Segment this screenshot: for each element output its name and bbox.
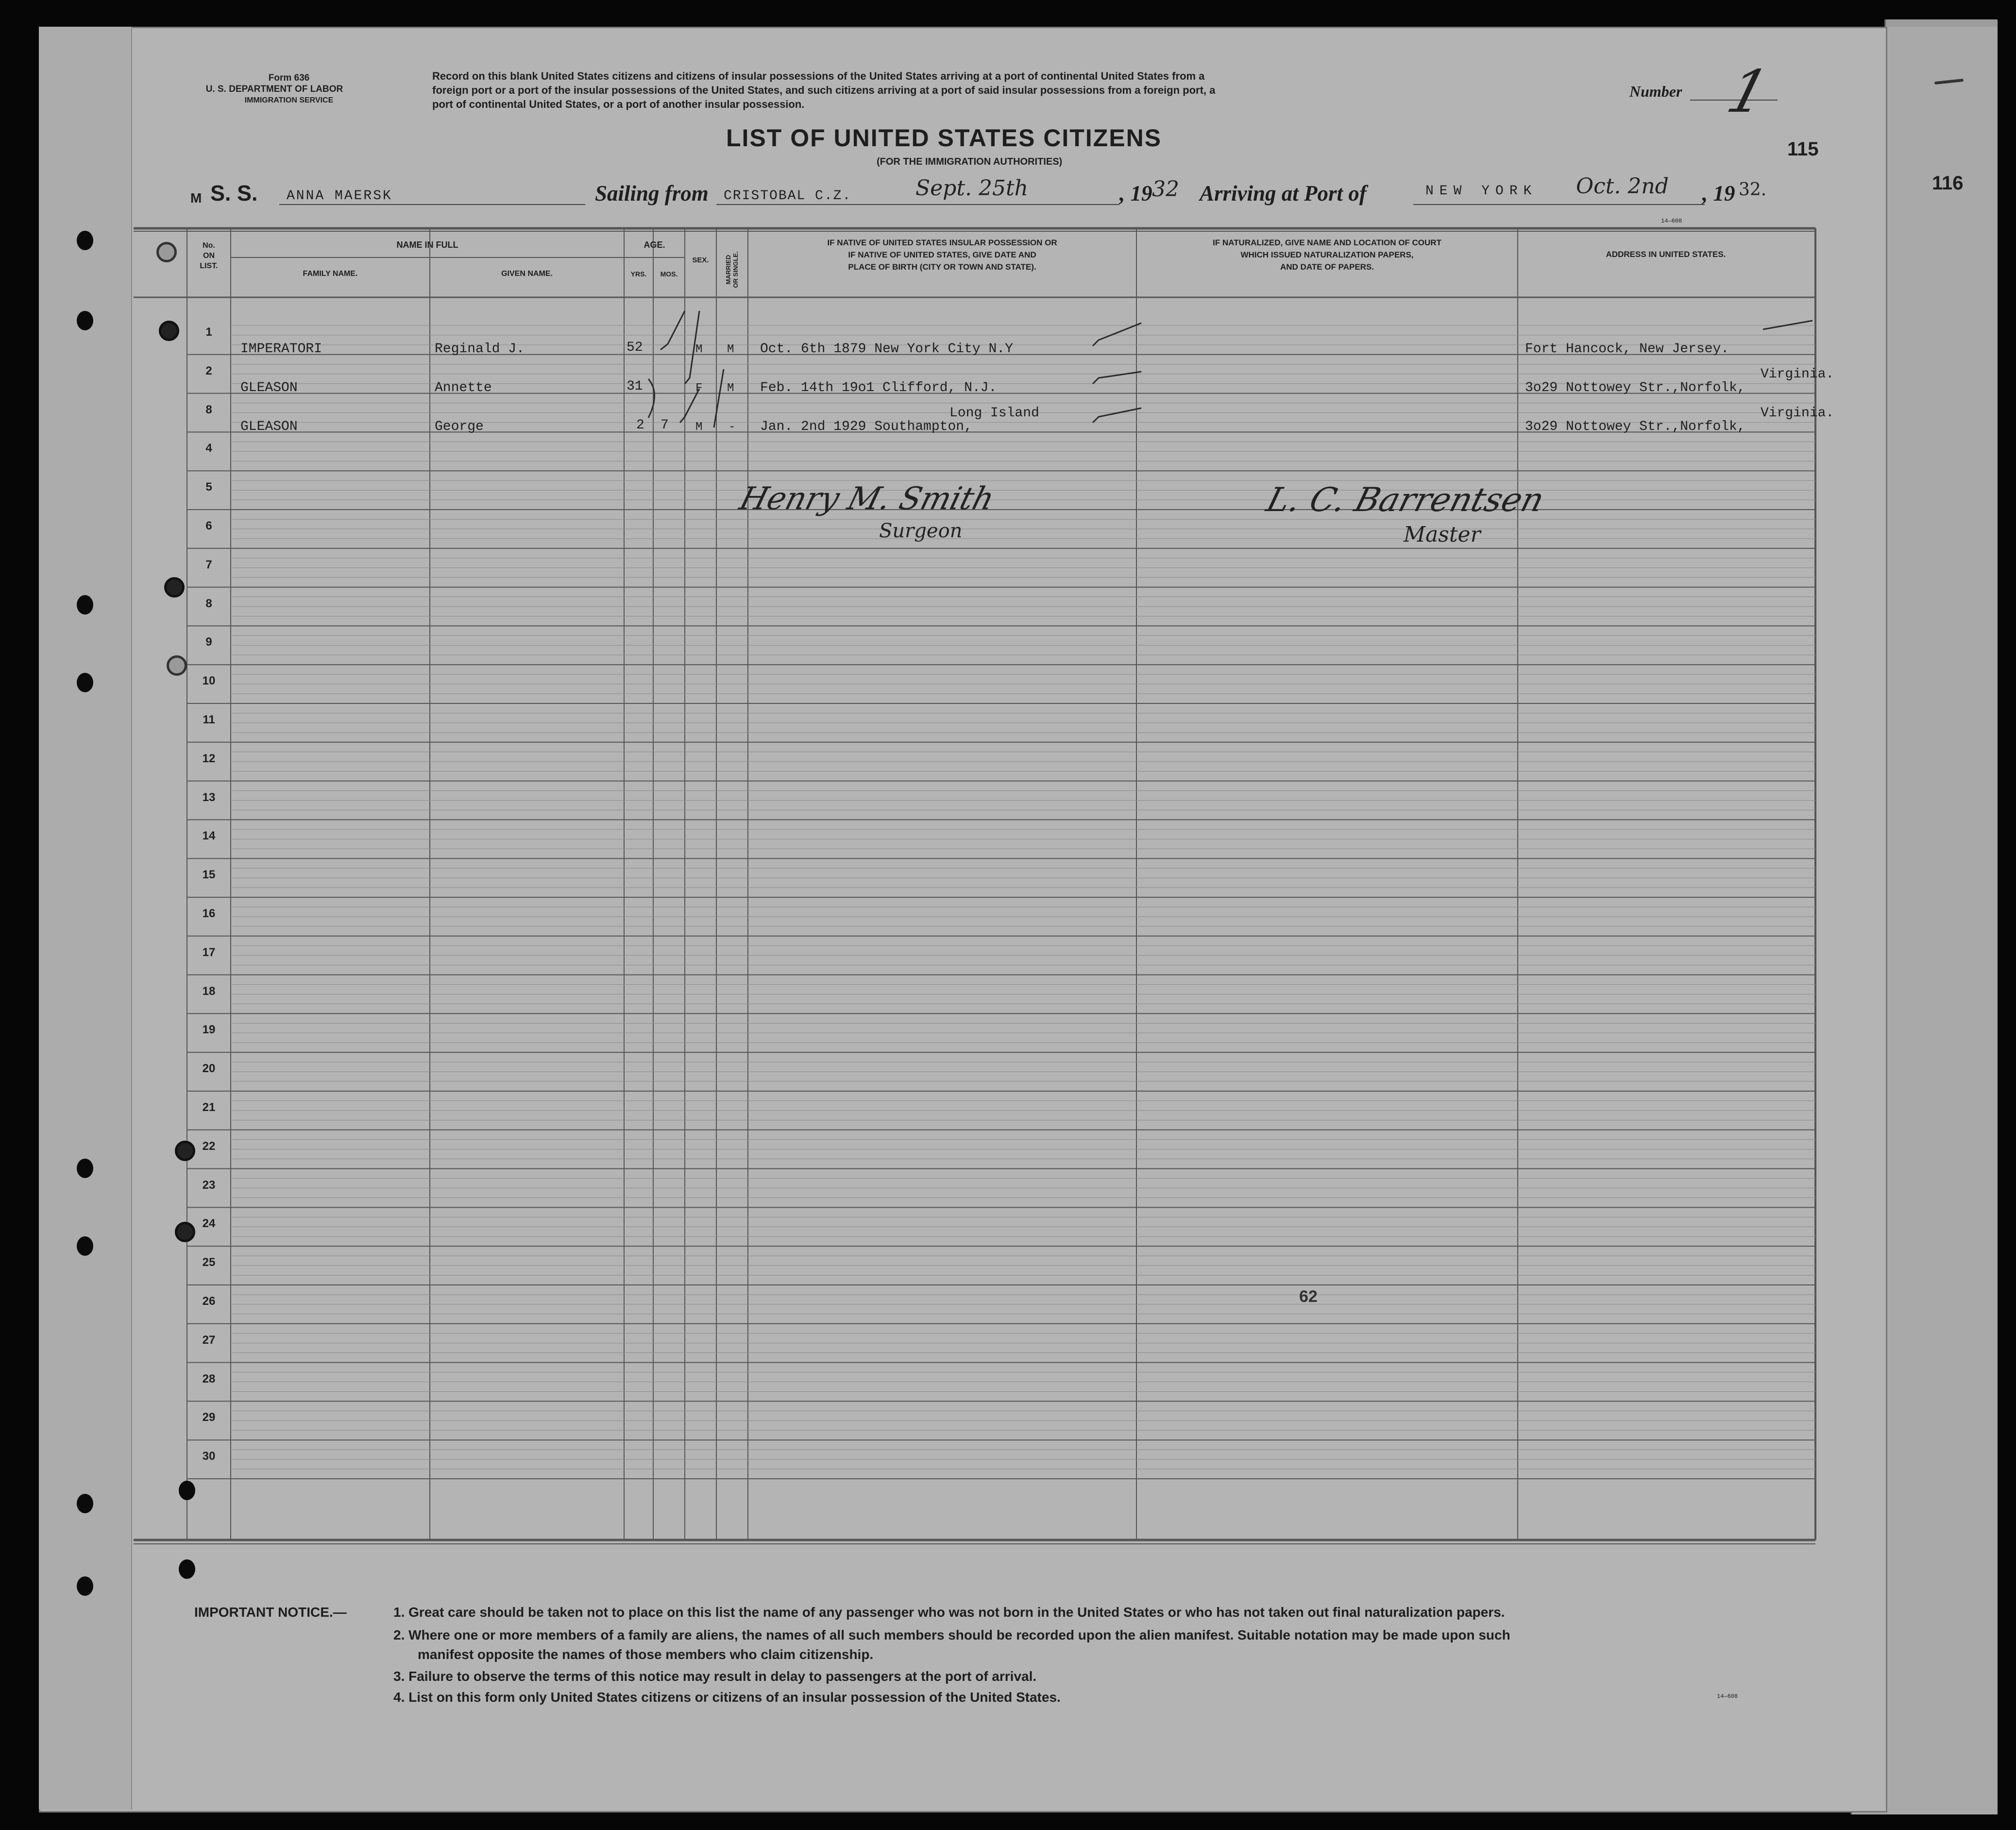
us-address: 3o29 Nottowey Str.,Norfolk, (1525, 380, 1745, 395)
address-header: ADDRESS IN UNITED STATES. (1606, 250, 1726, 259)
header-line: IF NATIVE OF UNITED STATES INSULAR POSSESSION OR (827, 238, 1057, 247)
row-number: 13 (202, 790, 216, 804)
sex: F (695, 382, 703, 395)
notice-item-4: 4. List on this form only United States citizens or citizens of an insular possession of the United States. (393, 1690, 1061, 1705)
notice-item-1: 1. Great care should be taken not to place on this list the name of any passenger who was not born in the United States or who has not taken out final naturalization papers. (393, 1605, 1505, 1620)
row-number: 29 (202, 1411, 216, 1424)
form-number: Form 636 (268, 73, 310, 83)
row-number: 15 (202, 868, 216, 882)
department-name: U. S. DEPARTMENT OF LABOR (205, 84, 343, 94)
print-code: 14—608 (1661, 218, 1682, 224)
service-name: IMMIGRATION SERVICE (244, 96, 334, 104)
surgeon-signature: Henry M. Smith (736, 481, 999, 517)
yrs-header: YRS. (630, 270, 647, 278)
header-line: LIST. (200, 262, 218, 270)
mos-header: MOS. (660, 270, 678, 278)
row-number: 2 (205, 364, 212, 377)
from-port: CRISTOBAL C.Z. (724, 188, 852, 204)
page-number: 115 (1787, 138, 1819, 160)
sex: M (695, 421, 703, 434)
check-mark (685, 311, 699, 384)
age-years: 52 (627, 340, 643, 355)
row-number: 9 (205, 635, 212, 649)
address-state-note: Virginia. (1761, 367, 1834, 382)
birthplace-note: Long Island (949, 406, 1039, 421)
header-line: IF NATIVE OF UNITED STATES, GIVE DATE AND (848, 250, 1036, 259)
ss-label: S. S. (210, 181, 258, 205)
check-mark (1093, 408, 1141, 423)
arrive-year-prefix: , 19 (1702, 181, 1735, 205)
header-line: No. (203, 241, 215, 250)
row-number: 16 (202, 907, 216, 920)
age-header: AGE. (644, 240, 665, 250)
birth-date-place: Feb. 14th 19o1 Clifford, N.J. (760, 380, 997, 395)
master-signature: L. C. Barrentsen (1262, 481, 1548, 519)
row-number: 4 (205, 442, 212, 455)
row-number: 12 (202, 752, 216, 765)
address-state-note: Virginia. (1761, 406, 1834, 421)
header-line: IF NATURALIZED, GIVE NAME AND LOCATION OF COURT (1213, 238, 1441, 247)
sailing-from-label: Sailing from (595, 181, 709, 205)
row-number: 30 (202, 1450, 216, 1463)
page-subtitle: (FOR THE IMMIGRATION AUTHORITIES) (877, 156, 1063, 167)
arrive-date: Oct. 2nd (1576, 174, 1669, 199)
row-number: 1 (205, 325, 212, 339)
arrive-port: NEW YORK (1425, 184, 1538, 199)
record-instructions-line-2: foreign port or a port of the insular possessions of the United States, and such citizens arriving at a port of said insular possessions from a foreign port, a (432, 84, 1216, 96)
marital-status: - (728, 421, 736, 434)
stamp-number: 62 (1299, 1287, 1318, 1306)
family-name: GLEASON (240, 419, 298, 434)
given-name: Annette (435, 380, 492, 395)
birth-date-place: Jan. 2nd 1929 Southampton, (760, 419, 972, 434)
us-address: 3o29 Nottowey Str.,Norfolk, (1525, 419, 1745, 434)
notice-item-2-cont: manifest opposite the names of those members who claim citizenship. (418, 1647, 874, 1662)
birth-date-place: Oct. 6th 1879 New York City N.Y (760, 342, 1013, 357)
header-line: PLACE OF BIRTH (CITY OR TOWN AND STATE). (848, 262, 1036, 272)
page-title: LIST OF UNITED STATES CITIZENS (726, 124, 1162, 152)
row-number: 20 (202, 1062, 216, 1076)
row-number: 22 (202, 1139, 216, 1153)
arriving-label: Arriving at Port of (1200, 181, 1367, 205)
header-line: MARRIED (725, 255, 732, 285)
age-years: 2 (636, 418, 644, 433)
sail-date: Sept. 25th (915, 176, 1029, 201)
number-label: Number (1629, 83, 1682, 100)
side-page-number: 116 (1932, 172, 1964, 194)
row-number: 7 (205, 558, 212, 571)
check-mark (1093, 372, 1141, 384)
row-number: 10 (202, 674, 216, 688)
row-number: 23 (202, 1178, 216, 1192)
check-mark (661, 311, 685, 350)
row-number: 18 (202, 984, 216, 998)
row-number: 25 (202, 1256, 216, 1269)
header-line: AND DATE OF PAPERS. (1280, 262, 1374, 272)
row-number: 17 (202, 945, 216, 959)
check-mark (714, 369, 724, 428)
row-number: 8 (205, 597, 212, 610)
ship-prefix: M (190, 190, 202, 205)
record-instructions-line-3: port of continental United States, or a port of another insular possession. (432, 98, 805, 110)
ship-name: ANNA MAERSK (287, 188, 392, 204)
row-number: 11 (203, 713, 215, 726)
row-number: 24 (202, 1217, 216, 1231)
family-bracket (648, 379, 655, 418)
given-name: Reginald J. (435, 342, 525, 357)
header-line: OR SINGLE. (732, 251, 739, 288)
family-name: GLEASON (240, 380, 298, 395)
row-number: 21 (202, 1101, 216, 1114)
row-number: 6 (205, 519, 212, 532)
family-name: IMPERATORI (240, 342, 322, 357)
row-number: 26 (202, 1295, 216, 1308)
name-in-full-header: NAME IN FULL (396, 240, 458, 250)
sex-header: SEX. (692, 256, 709, 264)
sail-year: 32 (1152, 177, 1179, 202)
row-number: 8 (205, 403, 212, 416)
number-value: 1 (1713, 58, 1782, 126)
marital-status: M (727, 382, 734, 395)
sex: M (695, 343, 703, 356)
age-months: 7 (661, 418, 669, 433)
surgeon-title: Surgeon (879, 520, 963, 542)
age-years: 31 (627, 379, 643, 394)
given-name: George (435, 419, 484, 434)
notice-item-2: 2. Where one or more members of a family are aliens, the names of all such members should be recorded upon the alien manifest. Suitable notation may be made upon such (393, 1627, 1510, 1642)
notice-label: IMPORTANT NOTICE.— (194, 1605, 347, 1620)
row-number: 5 (205, 480, 212, 494)
notice-code: 14—608 (1717, 1693, 1738, 1700)
family-name-header: FAMILY NAME. (303, 270, 358, 278)
arrive-year: 32. (1739, 180, 1767, 200)
us-address: Fort Hancock, New Jersey. (1525, 342, 1729, 357)
check-mark (1763, 321, 1813, 329)
sail-year-prefix: , 19 (1119, 181, 1152, 205)
record-instructions-line-1: Record on this blank United States citizens and citizens of insular possessions of the United States arriving at a port of continental United States from a (432, 70, 1205, 82)
header-line: ON (203, 252, 215, 260)
notice-item-3: 3. Failure to observe the terms of this notice may result in delay to passengers at the port of arrival. (393, 1669, 1037, 1684)
check-mark (1093, 323, 1141, 346)
row-number: 14 (202, 829, 216, 843)
check-mark (680, 389, 699, 423)
header-line: WHICH ISSUED NATURALIZATION PAPERS, (1240, 250, 1414, 259)
marital-status: M (727, 343, 734, 356)
master-title: Master (1404, 522, 1481, 547)
row-number: 28 (202, 1372, 216, 1385)
row-number: 19 (202, 1023, 216, 1037)
row-number: 27 (202, 1333, 216, 1347)
given-name-header: GIVEN NAME. (501, 270, 553, 278)
